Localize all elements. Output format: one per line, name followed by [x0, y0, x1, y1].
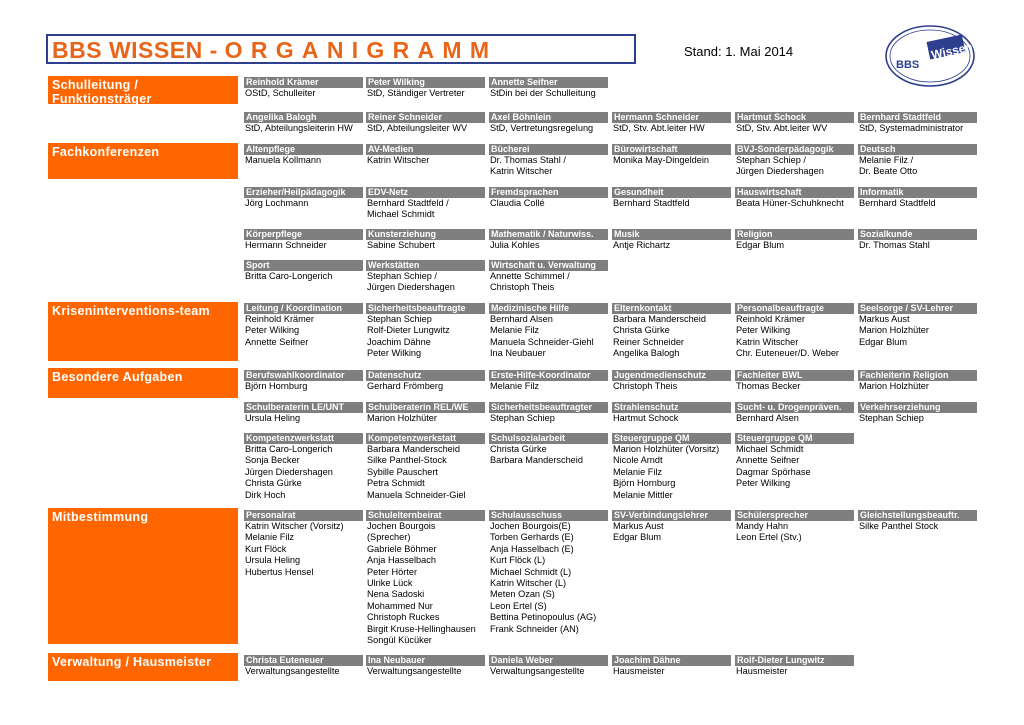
cell-name-line: StD, Stv. Abt.leiter HW [613, 123, 705, 133]
org-cell [735, 655, 854, 677]
cell-name-line: Stephan Schiep [367, 314, 432, 324]
cell-name-line: Melanie Mittler [613, 489, 673, 500]
cell-header: Peter Wilking [366, 77, 485, 88]
cell-header: Personalrat [244, 510, 363, 521]
cell-header: Schulberaterin REL/WE [366, 402, 485, 413]
cell-name-line: Melanie Filz [245, 532, 295, 543]
org-cell [244, 510, 363, 578]
cell-header: Bernhard Stadtfeld [858, 112, 977, 123]
org-cell [244, 187, 363, 209]
cell-header: Hartmut Schock [735, 112, 854, 123]
cell-name-line: Jürgen Diedershagen [367, 282, 455, 293]
org-cell [366, 433, 485, 501]
cell-name-line: Bernhard Stadtfeld [613, 198, 690, 208]
cell-header: Angelika Balogh [244, 112, 363, 123]
cell-name-line: Angelika Balogh [613, 348, 680, 359]
cell-header: Kunsterziehung [366, 229, 485, 240]
org-cell [366, 260, 485, 294]
cell-name-line: Dagmar Spörhase [736, 466, 811, 477]
cell-name-line: StD, Stv. Abt.leiter WV [736, 123, 828, 133]
cell-header: Erste-Hilfe-Koordinator [489, 370, 608, 381]
org-cell [858, 510, 977, 532]
cell-header: Strahlenschutz [612, 402, 731, 413]
cell-name-line: Peter Wilking [367, 348, 422, 359]
cell-name-line: Stephan Schiep [859, 413, 924, 423]
org-cell [244, 655, 363, 677]
cell-header: Daniela Weber [489, 655, 608, 666]
cell-name-line: Michael Schmidt [367, 209, 435, 220]
cell-name-line: Dirk Hoch [245, 489, 286, 500]
cell-header: BVJ-Sonderpädagogik [735, 144, 854, 155]
cell-header: Altenpflege [244, 144, 363, 155]
cell-header: Sicherheitsbeauftragte [366, 303, 485, 314]
cell-header: Religion [735, 229, 854, 240]
cell-header: Seelsorge / SV-Lehrer [858, 303, 977, 314]
cell-name-line: Melanie Filz [490, 381, 540, 391]
org-cell [489, 402, 608, 424]
cell-header: EDV-Netz [366, 187, 485, 198]
cell-name-line: Bernhard Stadtfeld [859, 198, 936, 208]
org-cell [858, 229, 977, 251]
org-cell [612, 370, 731, 392]
cell-name-line: Jürgen Diedershagen [245, 466, 333, 477]
org-cell [244, 112, 363, 134]
cell-name-line: Birgit Kruse-Hellinghausen [367, 623, 476, 634]
cell-name-line: Peter Wilking [736, 325, 791, 336]
org-cell [489, 229, 608, 251]
cell-name-line: Marion Holzhüter [367, 413, 437, 423]
category-besondere-aufgaben: Besondere Aufgaben [48, 368, 238, 398]
cell-name-line: Britta Caro-Longerich [245, 444, 333, 454]
cell-name-line: Gerhard Frömberg [367, 381, 444, 391]
cell-name-line: Markus Aust [613, 521, 664, 531]
cell-name-line: Reinhold Krämer [245, 314, 314, 324]
org-cell [366, 402, 485, 424]
cell-name-line: Beata Hüner-Schuhknecht [736, 198, 844, 208]
org-cell [366, 229, 485, 251]
org-cell [366, 655, 485, 677]
cell-name-line: Gabriele Böhmer [367, 543, 437, 554]
category-fachkonferenzen: Fachkonferenzen [48, 143, 238, 179]
org-cell [858, 303, 977, 348]
cell-name-line: Sybille Pauschert [367, 466, 438, 477]
org-cell [489, 187, 608, 209]
cell-name-line: Annette Schimmel / [490, 271, 570, 281]
cell-header: Fachleiterin Religion [858, 370, 977, 381]
cell-name-line: Katrin Witscher [490, 166, 553, 177]
org-cell [244, 229, 363, 251]
cell-name-line: Sonja Becker [245, 455, 300, 466]
cell-name-line: Anja Hasselbach (E) [490, 543, 574, 554]
org-cell [366, 510, 485, 646]
cell-header: Verkehrserziehung [858, 402, 977, 413]
cell-name-line: Britta Caro-Longerich [245, 271, 333, 281]
logo-wissen-text: Wissen [929, 39, 974, 63]
cell-name-line: Julia Kohles [490, 240, 540, 250]
cell-name-line: StD, Vertretungsregelung [490, 123, 594, 133]
cell-header: Joachim Dähne [612, 655, 731, 666]
org-cell [858, 187, 977, 209]
cell-header: Kompetenzwerkstatt [366, 433, 485, 444]
cell-header: Hauswirtschaft [735, 187, 854, 198]
cell-header: Sozialkunde [858, 229, 977, 240]
cell-header: Datenschutz [366, 370, 485, 381]
org-cell [612, 655, 731, 677]
org-cell [366, 187, 485, 221]
cell-name-line: Christoph Ruckes [367, 612, 440, 623]
org-cell [735, 144, 854, 178]
cell-header: Reiner Schneider [366, 112, 485, 123]
org-cell [366, 144, 485, 166]
cell-name-line: Edgar Blum [859, 336, 908, 347]
cell-name-line: Leon Ertel (Stv.) [736, 532, 802, 543]
cell-name-line: Manuela Schneider-Giel [367, 489, 466, 500]
category-schulleitung: Schulleitung / Funktionsträger [48, 76, 238, 104]
cell-name-line: Melanie Filz [490, 325, 540, 336]
cell-name-line: Bernhard Alsen [490, 314, 553, 324]
cell-name-line: Björn Hornburg [613, 478, 676, 489]
org-cell [244, 77, 363, 99]
cell-header: Jugendmedienschutz [612, 370, 731, 381]
cell-header: AV-Medien [366, 144, 485, 155]
cell-name-line: Hausmeister [736, 666, 788, 676]
cell-name-line: Joachim Dähne [367, 336, 431, 347]
org-cell [735, 112, 854, 134]
title-organigramm: ORGANIGRAMM [224, 37, 498, 63]
org-cell [735, 370, 854, 392]
cell-header: Elternkontakt [612, 303, 731, 314]
category-verwaltung: Verwaltung / Hausmeister [48, 653, 238, 681]
cell-name-line: StD, Ständiger Vertreter [367, 88, 465, 98]
cell-name-line: Bernhard Stadtfeld / [367, 198, 449, 208]
org-cell [612, 510, 731, 544]
cell-name-line: Ina Neubauer [490, 348, 546, 359]
cell-name-line: Jochen Bourgois [367, 521, 436, 531]
cell-name-line: Ulrike Lück [367, 578, 413, 589]
org-cell [489, 510, 608, 635]
cell-header: Steuergruppe QM [612, 433, 731, 444]
cell-name-line: Dr. Thomas Stahl / [490, 155, 566, 165]
cell-header: Christa Euteneuer [244, 655, 363, 666]
org-cell [244, 402, 363, 424]
cell-name-line: Jochen Bourgois(E) [490, 521, 571, 531]
org-cell [244, 370, 363, 392]
org-cell [735, 187, 854, 209]
cell-name-line: Monika May-Dingeldein [613, 155, 710, 165]
org-cell [612, 229, 731, 251]
cell-name-line: Peter Wilking [736, 478, 791, 489]
cell-header: Personalbeauftragte [735, 303, 854, 314]
org-cell [612, 112, 731, 134]
org-cell [366, 112, 485, 134]
org-cell [858, 402, 977, 424]
cell-name-line: Kurt Flöck [245, 543, 287, 554]
cell-header: Rolf-Dieter Lungwitz [735, 655, 854, 666]
stand-date: Stand: 1. Mai 2014 [684, 44, 794, 59]
org-cell [735, 229, 854, 251]
cell-header: Schulsozialarbeit [489, 433, 608, 444]
org-cell [735, 303, 854, 360]
cell-name-line: Songül Kücüker [367, 635, 432, 646]
cell-name-line: Stephan Schiep / [367, 271, 437, 281]
cell-name-line: Leon Ertel (S) [490, 600, 547, 611]
cell-header: Schulausschuss [489, 510, 608, 521]
cell-name-line: Edgar Blum [613, 532, 662, 543]
cell-name-line: Hausmeister [613, 666, 665, 676]
cell-name-line: Dr. Thomas Stahl [859, 240, 930, 250]
cell-header: SV-Verbindungslehrer [612, 510, 731, 521]
org-cell [489, 370, 608, 392]
cell-name-line: Peter Wilking [245, 325, 300, 336]
org-cell [858, 144, 977, 178]
cell-header: Schülersprecher [735, 510, 854, 521]
cell-name-line: Christa Gürke [490, 444, 547, 454]
cell-name-line: Barbara Manderscheid [367, 444, 460, 454]
cell-name-line: Bernhard Alsen [736, 413, 799, 423]
org-cell [735, 510, 854, 544]
cell-header: Sport [244, 260, 363, 271]
cell-name-line: Meten Ozan (S) [490, 589, 555, 600]
category-mitbestimmung: Mitbestimmung [48, 508, 238, 644]
cell-name-line: StD, Systemadministrator [859, 123, 964, 133]
org-cell [612, 402, 731, 424]
cell-header: Wirtschaft u. Verwaltung [489, 260, 608, 271]
cell-name-line: Katrin Witscher (Vorsitz) [245, 521, 344, 531]
cell-name-line: Christa Gürke [613, 325, 670, 336]
cell-header: Hermann Schneider [612, 112, 731, 123]
cell-name-line: Nicole Arndt [613, 455, 663, 466]
cell-header: Sucht- u. Drogenpräven. [735, 402, 854, 413]
cell-header: Sicherheitsbeauftragter [489, 402, 608, 413]
cell-name-line: Michael Schmidt (L) [490, 566, 572, 577]
cell-name-line: Thomas Becker [736, 381, 801, 391]
cell-header: Fremdsprachen [489, 187, 608, 198]
cell-name-line: Antje Richartz [613, 240, 671, 250]
cell-name-line: Hartmut Schock [613, 413, 679, 423]
cell-name-line: Katrin Witscher [736, 336, 799, 347]
cell-header: Gleichstellungsbeauftr. [858, 510, 977, 521]
org-cell [366, 77, 485, 99]
cell-header: Medizinische Hilfe [489, 303, 608, 314]
cell-name-line: Claudia Collé [490, 198, 545, 208]
org-cell [366, 370, 485, 392]
title-prefix: BBS WISSEN - [52, 37, 225, 63]
cell-name-line: Melanie Filz [613, 466, 663, 477]
org-cell [366, 303, 485, 360]
cell-name-line: Marion Holzhüter [859, 325, 929, 336]
cell-name-line: Jürgen Diedershagen [736, 166, 824, 177]
cell-name-line: Hubertus Hensel [245, 566, 314, 577]
cell-name-line: Christa Gürke [245, 478, 302, 489]
cell-header: Steuergruppe QM [735, 433, 854, 444]
cell-name-line: Silke Panthel Stock [859, 521, 939, 531]
cell-name-line: Verwaltungsangestellte [490, 666, 585, 676]
cell-header: Bücherei [489, 144, 608, 155]
cell-name-line: Peter Hörter [367, 566, 418, 577]
cell-header: Annette Seifner [489, 77, 608, 88]
cell-name-line: Björn Hornburg [245, 381, 308, 391]
org-cell [858, 112, 977, 134]
cell-name-line: Ursula Heling [245, 413, 301, 423]
cell-header: Ina Neubauer [366, 655, 485, 666]
cell-name-line: OStD, Schulleiter [245, 88, 316, 98]
cell-header: Bürowirtschaft [612, 144, 731, 155]
cell-header: Werkstätten [366, 260, 485, 271]
org-cell [735, 433, 854, 490]
org-cell [244, 433, 363, 501]
org-cell [489, 144, 608, 178]
cell-name-line: Mohammed Nur [367, 600, 433, 611]
page-title [52, 37, 497, 64]
cell-name-line: Katrin Witscher (L) [490, 578, 567, 589]
cell-name-line: Dr. Beate Otto [859, 166, 918, 177]
title-frame [46, 34, 636, 64]
cell-name-line: StD, Abteilungsleiter WV [367, 123, 468, 133]
category-kriseninterventionsteam: Kriseninterventions-team [48, 302, 238, 361]
org-cell [489, 77, 608, 99]
org-cell [735, 402, 854, 424]
org-cell [489, 433, 608, 467]
cell-name-line: Christoph Theis [613, 381, 678, 391]
org-cell [489, 112, 608, 134]
cell-header: Körperpflege [244, 229, 363, 240]
cell-header: Deutsch [858, 144, 977, 155]
cell-name-line: Stephan Schiep / [736, 155, 806, 165]
cell-name-line: Sabine Schubert [367, 240, 435, 250]
cell-name-line: Reinhold Krämer [736, 314, 805, 324]
cell-header: Axel Böhnlein [489, 112, 608, 123]
cell-name-line: Rolf-Dieter Lungwitz [367, 325, 450, 336]
cell-name-line: Nena Sadoski [367, 589, 425, 600]
cell-header: Berufswahlkoordinator [244, 370, 363, 381]
cell-header: Fachleiter BWL [735, 370, 854, 381]
cell-name-line: Edgar Blum [736, 240, 785, 250]
cell-name-line: Ursula Heling [245, 555, 301, 566]
cell-name-line: Manuela Schneider-Giehl [490, 336, 594, 347]
cell-name-line: Stephan Schiep [490, 413, 555, 423]
cell-header: Schulberaterin LE/UNT [244, 402, 363, 413]
cell-name-line: Verwaltungsangestellte [245, 666, 340, 676]
cell-name-line: Anja Hasselbach [367, 555, 436, 566]
org-cell [489, 303, 608, 360]
cell-name-line: Petra Schmidt [367, 478, 425, 489]
cell-name-line: Manuela Kollmann [245, 155, 322, 165]
org-cell [612, 433, 731, 501]
cell-name-line: Marion Holzhüter [859, 381, 929, 391]
cell-name-line: Annette Seifner [245, 336, 309, 347]
cell-name-line: Jörg Lochmann [245, 198, 309, 208]
cell-header: Gesundheit [612, 187, 731, 198]
org-cell [489, 260, 608, 294]
cell-name-line: StD, Abteilungsleiterin HW [245, 123, 353, 133]
cell-name-line: Katrin Witscher [367, 155, 430, 165]
cell-header: Musik [612, 229, 731, 240]
org-cell [244, 260, 363, 282]
cell-name-line: Reiner Schneider [613, 336, 684, 347]
cell-header: Schulelternbeirat [366, 510, 485, 521]
cell-name-line: Michael Schmidt [736, 444, 804, 454]
logo-bbs-text: BBS [896, 59, 920, 71]
org-cell [612, 187, 731, 209]
cell-name-line: (Sprecher) [367, 532, 411, 543]
cell-name-line: Melanie Filz / [859, 155, 914, 165]
cell-header: Kompetenzwerkstatt [244, 433, 363, 444]
cell-name-line: Markus Aust [859, 314, 910, 324]
cell-header: Leitung / Koordination [244, 303, 363, 314]
org-cell [612, 303, 731, 360]
org-cell [858, 370, 977, 392]
cell-name-line: Kurt Flöck (L) [490, 555, 546, 566]
cell-header: Mathematik / Naturwiss. [489, 229, 608, 240]
cell-name-line: Annette Seifner [736, 455, 800, 466]
bbs-wissen-logo [884, 24, 976, 88]
org-cell [244, 144, 363, 166]
cell-header: Reinhold Krämer [244, 77, 363, 88]
cell-header: Erzieher/Heilpädagogik [244, 187, 363, 198]
cell-name-line: Marion Holzhüter (Vorsitz) [613, 444, 720, 454]
cell-name-line: Barbara Manderscheid [613, 314, 706, 324]
org-cell [612, 144, 731, 166]
cell-name-line: Verwaltungsangestellte [367, 666, 462, 676]
cell-name-line: Bettina Petinopoulus (AG) [490, 612, 597, 623]
cell-name-line: StDin bei der Schulleitung [490, 88, 596, 98]
org-cell [489, 655, 608, 677]
cell-name-line: Mandy Hahn [736, 521, 789, 531]
cell-name-line: Hermann Schneider [245, 240, 327, 250]
org-cell [244, 303, 363, 348]
cell-name-line: Chr. Euteneuer/D. Weber [736, 348, 839, 359]
cell-header: Informatik [858, 187, 977, 198]
cell-name-line: Christoph Theis [490, 282, 555, 293]
cell-name-line: Silke Panthel-Stock [367, 455, 447, 466]
cell-name-line: Barbara Manderscheid [490, 455, 583, 466]
cell-name-line: Torben Gerhards (E) [490, 532, 574, 543]
cell-name-line: Frank Schneider (AN) [490, 623, 579, 634]
